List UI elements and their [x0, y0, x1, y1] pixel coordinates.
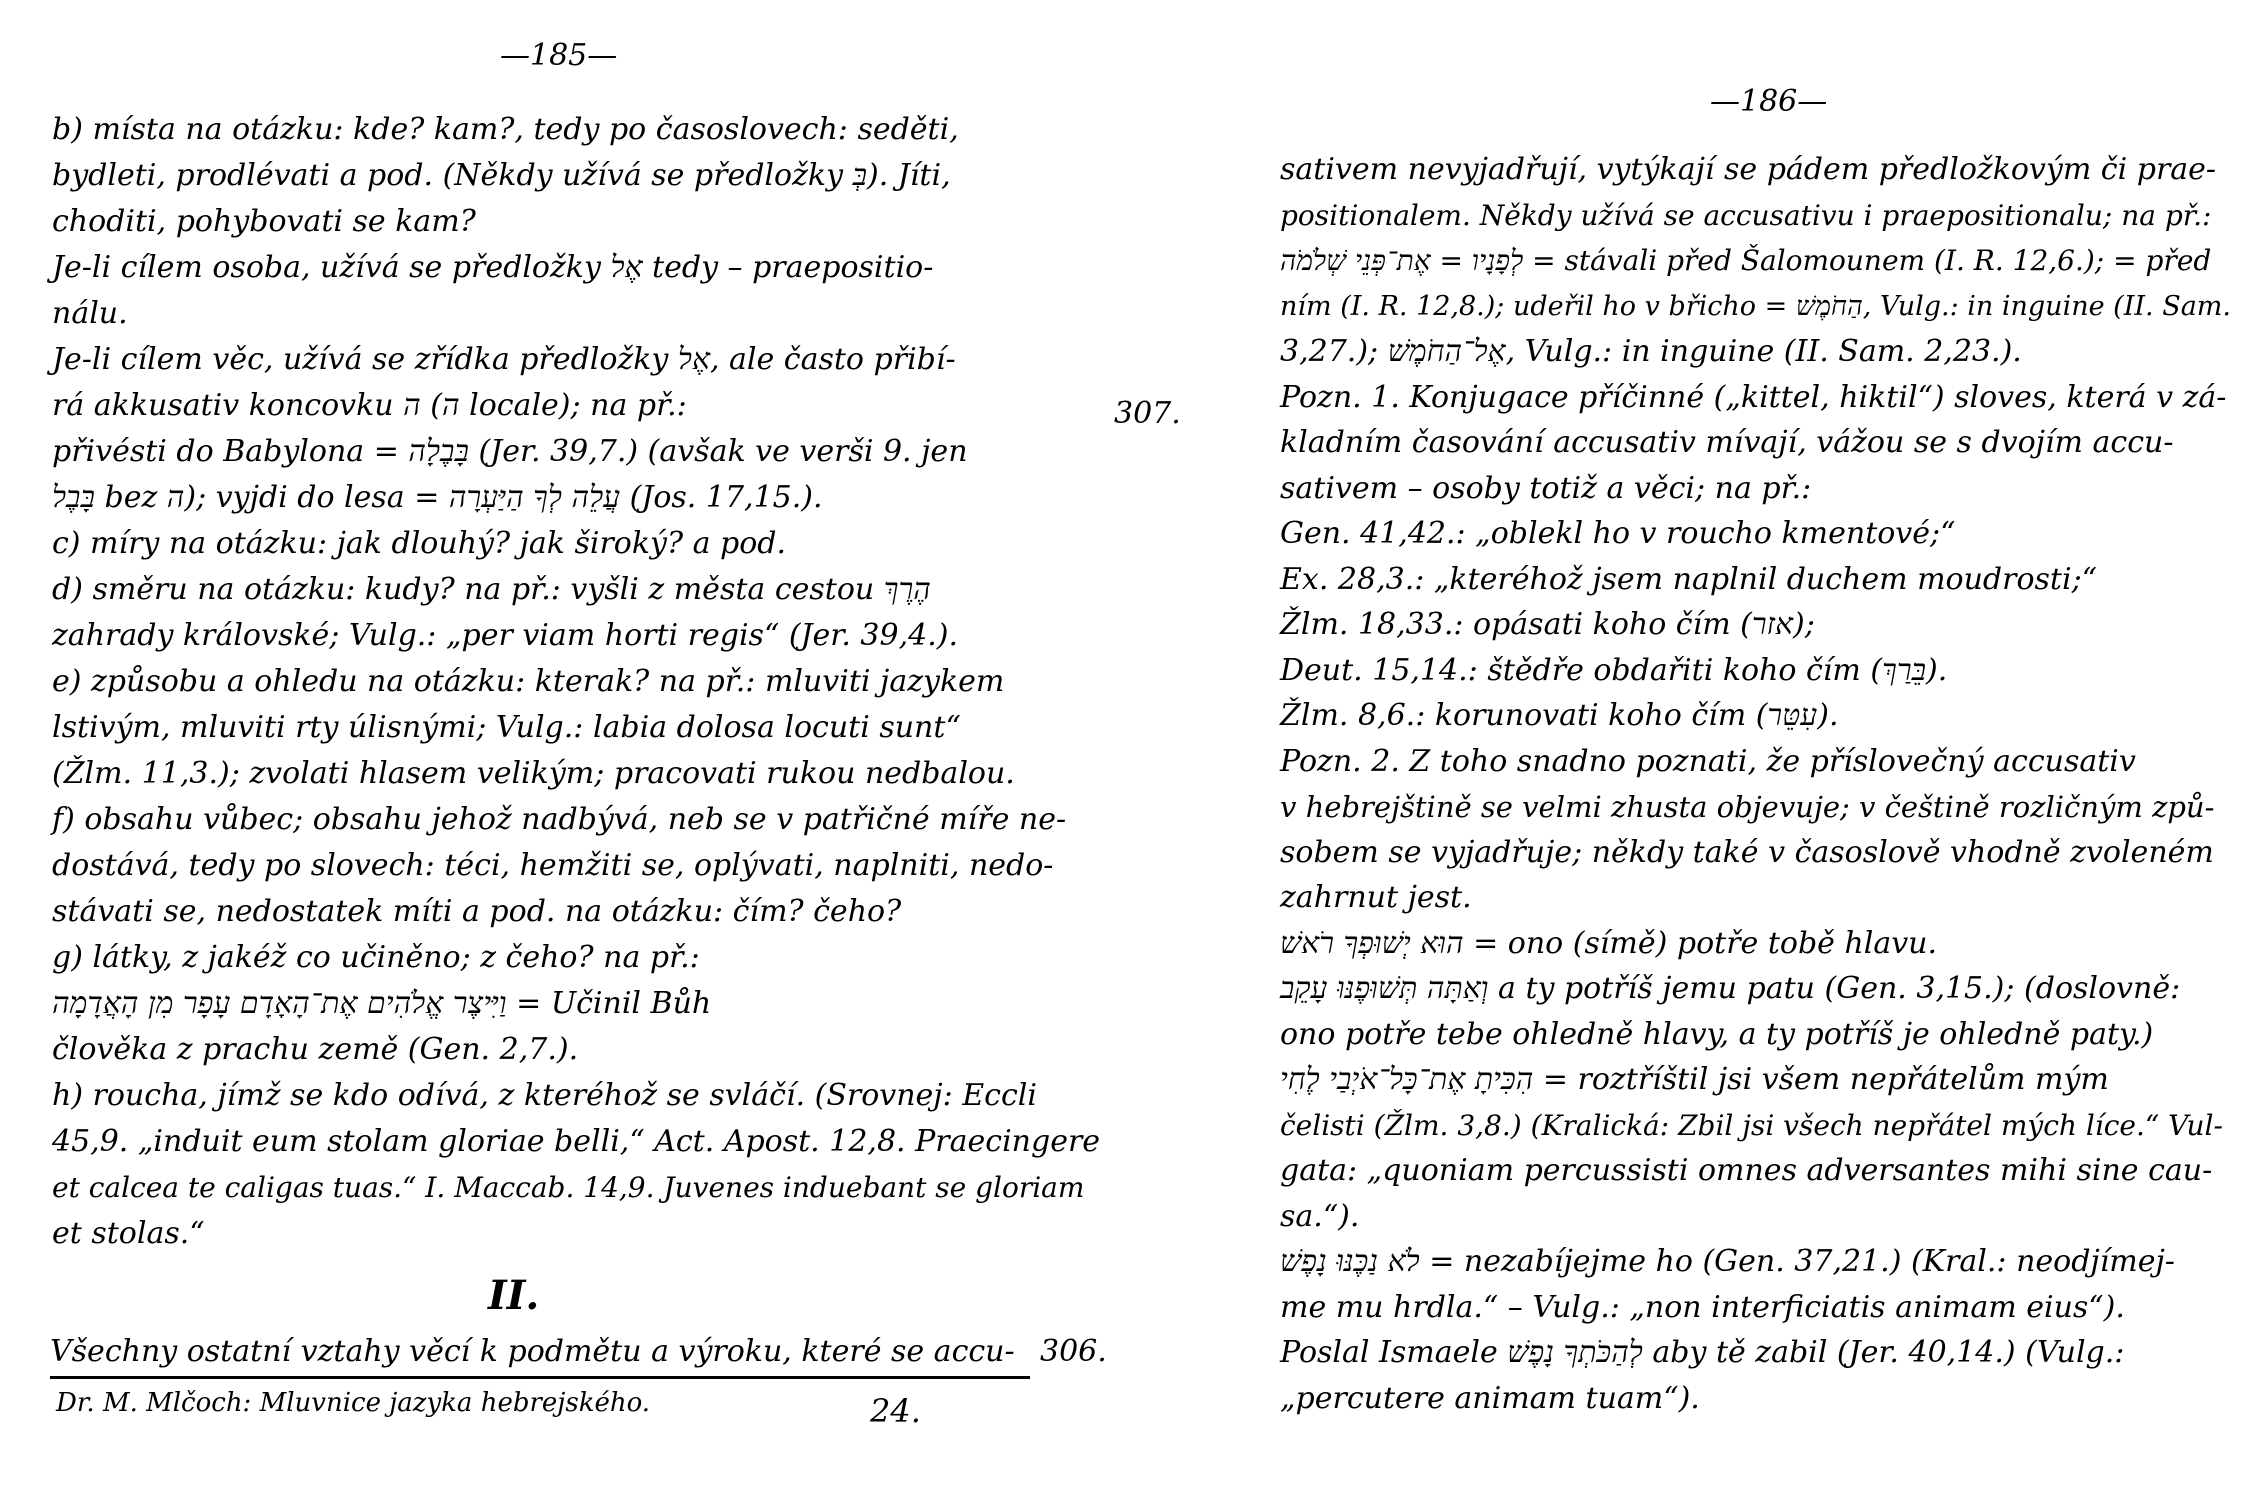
text-line: nálu. [52, 296, 128, 331]
text-line: „percutere animam tuam“). [1280, 1380, 1700, 1416]
text-line: 3,27.); אֶל־הַחֹמֶשׁ, Vulg.: in inguine (II. Sam. 2,23.). [1280, 334, 2022, 369]
text-line: sa.“). [1280, 1198, 1360, 1234]
text-line: et stolas.“ [52, 1216, 205, 1251]
text-line: Ex. 28,3.: „kteréhož jsem naplnil duchem moudrosti;“ [1280, 561, 2098, 597]
left-last-line: Všechny ostatní vztahy věcí k podmětu a výroku, které se accu- [50, 1334, 1015, 1369]
text-line: d) směru na otázku: kudy? na př.: vyšli z města cestou הֶרֶךְ [52, 572, 931, 607]
text-line: me mu hrdla.“ – Vulg.: „non interficiatis animam eius“). [1280, 1289, 2125, 1325]
text-line: positionalem. Někdy užívá se accusativu i praepositionalu; na př.: [1280, 198, 2212, 232]
text-line: Žlm. 18,33.: opásati koho čím (אזר); [1280, 607, 1815, 642]
text-line: בָּבֶל bez ה); vyjdi do lesa = עֲלֵה לְךָ הַיַּעְרָה (Jos. 17,15.). [52, 480, 823, 515]
text-line: וְאַתָּה תְּשׁוּפֶנּוּ עָקֵב a ty potříš jemu patu (Gen. 3,15.); (doslovně: [1280, 971, 2181, 1006]
text-line: člověka z prachu země (Gen. 2,7.). [52, 1032, 579, 1067]
text-line: Poslal Ismaele לְהַכֹּתְךָ נָפֶשׁ aby tě zabil (Jer. 40,14.) (Vulg.: [1280, 1335, 2125, 1370]
text-line: bydleti, prodlévati a pod. (Někdy užívá se předložky בְּ). Jíti, [52, 158, 951, 193]
right-page-number: —186— [1710, 84, 1828, 119]
text-line: sobem se vyjadřuje; někdy také v časoslově vhodně zvoleném [1280, 834, 2214, 870]
text-line: הִכִּיתָ אֶת־כָּל־אֹיְבַי לֶחִי = roztříštil jsi všem nepřátelům mým [1280, 1062, 2109, 1097]
text-line: sativem nevyjadřují, vytýkají se pádem předložkovým či prae- [1280, 152, 2217, 187]
text-line: rá akkusativ koncovku ה (ה locale); na př.: [52, 388, 687, 423]
text-line: e) způsobu a ohledu na otázku: kterak? na př.: mluviti jazykem [52, 664, 1005, 699]
text-line: f) obsahu vůbec; obsahu jehož nadbývá, neb se v patřičné míře ne- [52, 802, 1067, 837]
section-heading-roman: II. [488, 1272, 540, 1319]
text-line: zahrnut jest. [1280, 880, 1472, 915]
text-line: הוּא יְשׁוּפְךָ רֹאשׁ = ono (símě) potře tobě hlavu. [1280, 925, 1938, 961]
text-line: stávati se, nedostatek míti a pod. na otázku: čím? čeho? [52, 894, 902, 929]
text-line: Je-li cílem osoba, užívá se předložky אֶל tedy – praepositio- [52, 250, 934, 285]
text-line: לְפָנָיו = אֶת־פְּנֵי שְׁלֹמֹה = stávali před Šalomounem (I. R. 12,6.); = před [1280, 244, 2212, 277]
text-line: Žlm. 8,6.: korunovati koho čím (עִטֵּר). [1280, 698, 1839, 733]
text-line: Je-li cílem věc, užívá se zřídka předložky אֶל, ale často přibí- [52, 342, 956, 377]
text-line: sativem – osoby totiž a věci; na př.: [1280, 470, 1812, 506]
text-line: g) látky, z jakéž co učiněno; z čeho? na př.: [52, 940, 700, 975]
text-line: ním (I. R. 12,8.); udeřil ho v břicho = הַחֹמֶשׁ, Vulg.: in inguine (II. Sam. [1280, 290, 2231, 322]
text-line: ono potře tebe ohledně hlavy, a ty potříš je ohledně paty.) [1280, 1016, 2154, 1052]
text-line: Pozn. 2. Z toho snadno poznati, že příslovečný accusativ [1280, 743, 2136, 779]
left-margin-number: 306. [1040, 1334, 1107, 1369]
text-line: choditi, pohybovati se kam? [52, 204, 476, 239]
signature-mark: 24. [870, 1392, 921, 1430]
text-line: gata: „quoniam percussisti omnes adversantes mihi sine cau- [1280, 1153, 2213, 1188]
text-line: dostává, tedy po slovech: téci, hemžiti se, oplývati, naplniti, nedo- [52, 848, 1054, 883]
text-line: לֹא נַכֶּנּוּ נָפֶשׁ = nezabíjejme ho (Gen. 37,21.) (Kral.: neodjímej- [1280, 1244, 2175, 1279]
right-page [1114, 0, 2260, 1500]
text-line: kladním časování accusativ mívají, vážou se s dvojím accu- [1280, 425, 2174, 460]
text-line: 45,9. „induit eum stolam gloriae belli,“ Act. Apost. 12,8. Praecingere [52, 1124, 1101, 1159]
footer-rule [50, 1376, 1030, 1379]
text-line: v hebrejštině se velmi zhusta objevuje; v češtině rozličným způ- [1280, 790, 2215, 824]
text-line: čelisti (Žlm. 3,8.) (Kralická: Zbil jsi všech nepřátel mých líce.“ Vul- [1280, 1108, 2223, 1142]
text-line: Pozn. 1. Konjugace příčinné („kittel, hiktil“) sloves, která v zá- [1280, 379, 2227, 415]
text-line: zahrady královské; Vulg.: „per viam horti regis“ (Jer. 39,4.). [52, 618, 958, 653]
left-page-number: —185— [500, 38, 618, 73]
text-line: lstivým, mluviti rty úlisnými; Vulg.: labia dolosa locuti sunt“ [52, 710, 961, 745]
text-line: h) roucha, jímž se kdo odívá, z kteréhož se svláčí. (Srovnej: Eccli [52, 1078, 1037, 1113]
text-line: וַיִּיצֶר אֱלֹהִים אֶת־הָאָדָם עָפָר מִן הָאֲדָמָה = Učinil Bůh [52, 986, 712, 1021]
text-line: Gen. 41,42.: „oblekl ho v roucho kmentové;“ [1280, 516, 1956, 551]
text-line: přivésti do Babylona = בָּבֶלָה (Jer. 39,7.) (avšak ve verši 9. jen [52, 434, 968, 469]
text-line: b) místa na otázku: kde? kam?, tedy po časoslovech: seděti, [52, 112, 959, 147]
text-line: et calcea te caligas tuas.“ I. Maccab. 14,9. Juvenes induebant se gloriam [52, 1171, 1085, 1204]
text-line: Deut. 15,14.: štědře obdařiti koho čím (בֵּרַךְ). [1280, 652, 1948, 688]
right-margin-number: 307. [1114, 396, 1181, 431]
text-line: c) míry na otázku: jak dlouhý? jak široký? a pod. [52, 526, 787, 561]
footer-text: Dr. M. Mlčoch: Mluvnice jazyka hebrejského. [56, 1388, 651, 1418]
text-line: (Žlm. 11,3.); zvolati hlasem velikým; pracovati rukou nedbalou. [52, 756, 1015, 791]
